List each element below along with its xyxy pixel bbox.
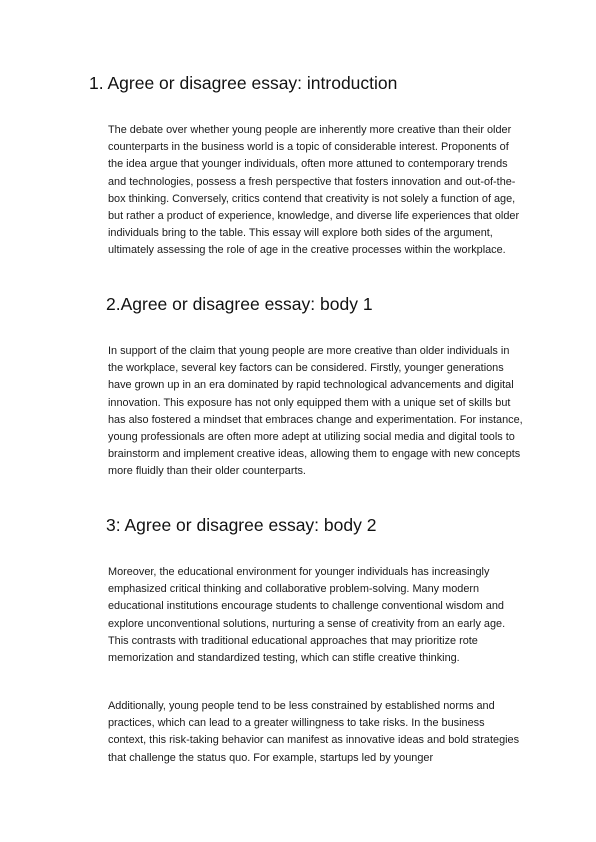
- paragraph-body-1: In support of the claim that young people are more creative than older individuals in the workplace, several key factors can be considered. Firstly, younger generations have grown up in an era dominated by rapid technological advancements and digital innovation. This exposure has not only equipped them with a unique set of skills but has also fostered a mindset that embraces change and experimentation. For instance, young professionals are often more adept at utilizing social media and digital tools to brainstorm and implement creative ideas, allowing them to engage with new concepts more fluidly than their older counterparts.: [108, 345, 523, 478]
- paragraph-body-2-part-2: Additionally, young people tend to be less constrained by established norms and practices, which can lead to a greater willingness to take risks. In the business context, this risk-taking behavior can manifest as innovative ideas and bold strategies that challenge the status quo. For example, startups led by younger: [108, 700, 520, 764]
- paragraph-introduction: The debate over whether young people are inherently more creative than their older counterparts in the business world is a topic of considerable interest. Proponents of the idea argue that younger individuals, often more attuned to contemporary trends and technologies, possess a fresh perspective that fosters innovation and out-of-the-box thinking. Conversely, critics contend that creativity is not solely a function of age, but rather a product of experience, knowledge, and diverse life experiences that older individuals bring to the table. This essay will explore both sides of the argument, ultimately assessing the role of age in the creative processes within the workplace.: [108, 124, 520, 257]
- paragraph-body-2-part-1: Moreover, the educational environment for younger individuals has increasingly emphasized critical thinking and collaborative problem-solving. Many modern educational institutions encourage students to challenge conventional wisdom and explore unconventional solutions, nurturing a sense of creativity from an early age. This contrasts with traditional educational approaches that may prioritize rote memorization and standardized testing, which can stifle creative thinking.: [108, 566, 506, 665]
- section-heading-introduction: 1. Agree or disagree essay: introduction: [89, 73, 398, 93]
- section-heading-body-1: 2.Agree or disagree essay: body 1: [106, 294, 373, 314]
- section-heading-body-2: 3: Agree or disagree essay: body 2: [106, 515, 377, 535]
